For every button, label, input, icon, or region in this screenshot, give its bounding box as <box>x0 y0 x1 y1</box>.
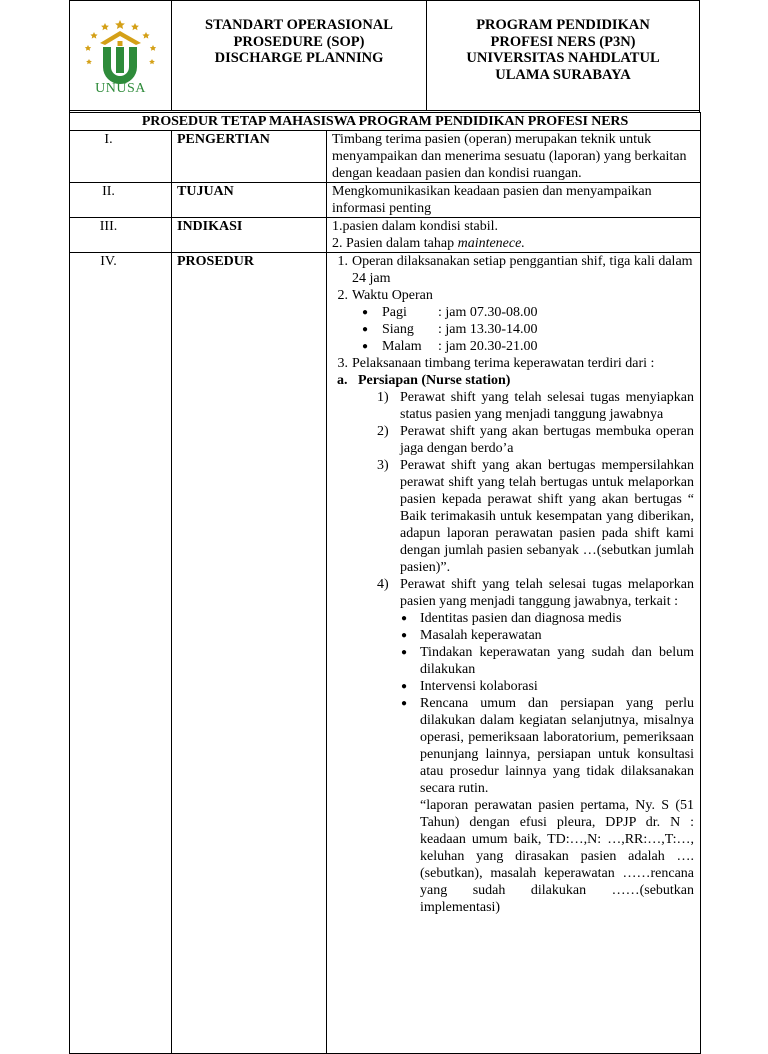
report-item: ● Tindakan keperawatan yang sudah dan belum dilakukan <box>400 644 694 678</box>
prosedur-step <box>332 355 694 372</box>
step-text: Waktu Operan <box>352 288 433 303</box>
report-example-quote: “laporan perawatan pasien pertama, Ny. S (51 Tahun) dengan efusi pleura, DPJP dr. N : keadaan umum baik, TD:…,N: …,RR:…,T:…, keluhan yang dirasakan pasien adalah ….(sebutkan), masalah keperawatan ……rencana yang sudah dilakukan ……(sebutkan implementasi) <box>420 798 695 915</box>
sop-title-cell <box>172 1 427 111</box>
subsection-a <box>332 372 694 389</box>
step-number: 1. <box>337 254 348 269</box>
table-row <box>70 218 701 253</box>
table-title-row <box>70 113 701 131</box>
report-item: ● Rencana umum dan persiapan yang perlu dilakukan dalam kegiatan selanjutnya, misalnya operasi, pemeriksaan laboratorium, pemeriksaan penunjang lainnya, persiapan untuk konsultasi atau prosedur lainnya yang tidak dilaksanakan secara rutin. <box>400 695 694 797</box>
row-number: III. <box>70 218 172 253</box>
persiapan-steps <box>332 389 694 916</box>
time-item: ● Malam : jam 20.30-21.00 <box>358 338 694 355</box>
prosedur-list <box>332 355 694 372</box>
table-row <box>70 253 701 1054</box>
time-item: ● Siang : jam 13.30-14.00 <box>358 321 694 338</box>
sop-title-line: PROSEDURE (SOP) <box>233 33 365 50</box>
prosedur-list <box>332 253 694 304</box>
document-header <box>69 0 700 111</box>
program-line: UNIVERSITAS NAHDLATUL <box>466 50 660 66</box>
step-text: Operan dilaksanakan setiap penggantian shif, tiga kali dalam 24 jam <box>352 254 693 286</box>
row-label: PROSEDUR <box>172 253 327 1054</box>
row-number: IV. <box>70 253 172 1054</box>
row-number: II. <box>70 183 172 218</box>
prosedur-step <box>332 253 694 287</box>
row-text: Mengkomunikasikan keadaan pasien dan menyampaikan informasi penting <box>327 183 701 218</box>
sop-title-line: STANDART OPERASIONAL <box>205 17 393 33</box>
persiapan-step: 1) Perawat shift yang telah selesai tugas menyiapkan status pasien yang menjadi tanggung jawabnya <box>377 390 695 422</box>
time-list <box>332 304 694 355</box>
subsection-label: Persiapan (Nurse station) <box>358 373 511 388</box>
row-text: Timbang terima pasien (operan) merupakan teknik untuk menyampaikan dan menerima sesuatu (laporan) yang berkaitan dengan keadaan pasien dan kondisi ruangan. <box>327 131 701 183</box>
row-text <box>327 218 701 253</box>
indikasi-italic: maintenece. <box>457 236 525 251</box>
report-item: ● Masalah keperawatan <box>400 627 694 644</box>
table-row <box>70 183 701 218</box>
indikasi-line <box>332 235 694 252</box>
persiapan-step: 3) Perawat shift yang akan bertugas mempersilahkan perawat shift yang telah bertugas untuk melaporkan pasien kepada perawat shift yang akan bertugas “ Baik terimakasih untuk kesempatan yang diberikan, adapun laporan perawatan pasien pada shift kami dengan jumlah pasien sebanyak …(sebutkan jumlah pasien)”. <box>377 458 695 575</box>
subsection-marker: a. <box>337 373 348 388</box>
indikasi-line: 1.pasien dalam kondisi stabil. <box>332 219 499 234</box>
program-cell <box>428 1 698 111</box>
report-item: ● Intervensi kolaborasi <box>400 678 694 695</box>
sop-table <box>69 112 701 1054</box>
step-number: 3. <box>337 356 348 371</box>
row-label: TUJUAN <box>172 183 327 218</box>
row-number: I. <box>70 131 172 183</box>
prosedur-step <box>332 287 694 304</box>
prosedur-content <box>327 253 701 1054</box>
persiapan-step: 2) Perawat shift yang akan bertugas membuka operan jaga dengan berdo’a <box>377 424 695 456</box>
report-items <box>400 610 694 797</box>
sop-title-line: DISCHARGE PLANNING <box>214 50 384 66</box>
time-item: ● Pagi : jam 07.30-08.00 <box>358 304 694 321</box>
step-number: 2. <box>337 288 348 303</box>
logo-cell <box>70 1 172 111</box>
program-line: PROGRAM PENDIDIKAN <box>476 17 650 33</box>
program-line: PROFESI NERS (P3N) <box>490 33 636 50</box>
sop-page <box>69 0 699 1024</box>
indikasi-prefix: 2. Pasien dalam tahap <box>332 236 458 251</box>
report-item: ● Identitas pasien dan diagnosa medis <box>400 610 694 627</box>
table-row <box>70 131 701 183</box>
persiapan-step: 4) Perawat shift yang telah selesai tugas melaporkan pasien yang menjadi tanggung jawabnya, terkait : ● Identitas pasien dan diagnosa medis ● Masalah keperawatan ● Tindakan keperawatan yang sudah dan belum dilakukan ● Intervensi kolaborasi ● Rencana umum dan persiapan yang perlu dilakukan dalam kegiatan selanjutnya, misalnya operasi, pemeriksaan laboratorium, pemeriksaan penunjang lainnya, persiapan untuk konsultasi atau prosedur lainnya yang tidak dilaksanakan secara rutin. “laporan perawatan pasien pertama, Ny. S (51 Tahun) dengan efusi pleura, DPJP dr. N : keadaan umum baik, TD:…,N: …,RR:…,T:…, keluhan yang dirasakan pasien adalah ….(sebutkan), masalah keperawatan ……rencana yang sudah dilakukan ……(sebutkan implementasi) <box>377 576 694 916</box>
program-line: ULAMA SURABAYA <box>495 66 631 83</box>
row-label: PENGERTIAN <box>172 131 327 183</box>
step-text: Pelaksanaan timbang terima keperawatan terdiri dari : <box>352 356 655 371</box>
row-label: INDIKASI <box>172 218 327 253</box>
logo-text: UNUSA <box>95 81 146 96</box>
table-title: PROSEDUR TETAP MAHASISWA PROGRAM PENDIDIKAN PROFESI NERS <box>70 113 701 131</box>
